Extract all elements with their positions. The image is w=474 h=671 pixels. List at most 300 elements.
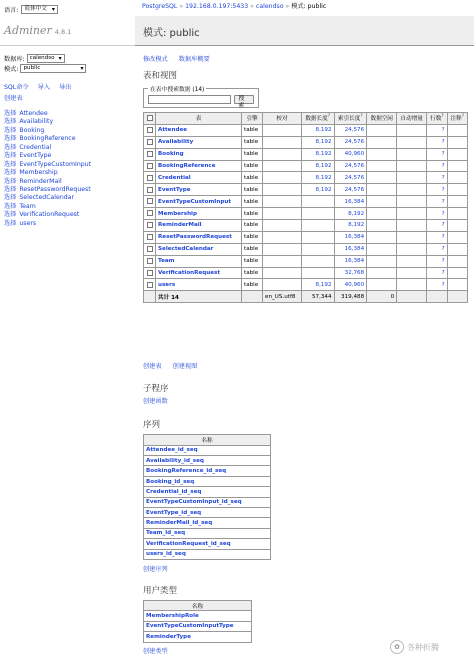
row-index-length[interactable]: 24,576 [334,124,367,136]
row-index-length[interactable]: 40,960 [334,279,367,291]
table-name-link[interactable]: Credential [158,174,191,181]
row-collation [263,124,302,136]
table-structure-link[interactable]: Membership [19,169,58,177]
row-comment [447,148,467,160]
row-data-free [367,160,397,172]
breadcrumb [135,0,474,12]
table-row [144,124,468,136]
row-comment [447,231,467,243]
row-data-length[interactable]: 8,192 [301,279,334,291]
row-rows[interactable]: ? [427,196,447,208]
row-table-name[interactable] [156,208,242,220]
row-collation [263,255,302,267]
row-engine: table [242,208,263,220]
language-bar [4,3,134,15]
table-row [144,172,468,184]
row-comment [447,267,467,279]
search-button[interactable]: 搜索 [234,95,254,104]
checkbox-icon[interactable] [147,139,153,145]
sequence-link[interactable]: EventType_id_seq [146,509,202,516]
row-table-name[interactable] [156,267,242,279]
sort-help-icon[interactable]: ? [461,114,465,120]
row-data-free [367,148,397,160]
total-label: 共计 14 [156,291,242,303]
row-checkbox[interactable] [144,160,156,172]
select-table-link[interactable]: 选择 [4,126,17,134]
row-table-name[interactable] [156,231,242,243]
row-rows[interactable]: ? [427,124,447,136]
row-engine: table [242,124,263,136]
row-collation [263,136,302,148]
page-title: 模式: public [135,16,474,46]
table-row [144,255,468,267]
sequence-link[interactable]: users_id_seq [146,551,186,558]
row-checkbox[interactable] [144,208,156,220]
breadcrumb-host[interactable]: 192.168.0.197:5433 [185,3,249,10]
row-table-name[interactable] [156,220,242,232]
create-function-link[interactable]: 创建函数 [143,398,168,406]
table-structure-link[interactable]: users [19,219,37,227]
watermark-text: 各种折腾 [407,642,439,652]
row-data-length[interactable]: 8,192 [301,148,334,160]
select-table-link[interactable]: 选择 [4,110,17,117]
row-table-name[interactable] [156,148,242,160]
table-structure-link[interactable]: ResetPasswordRequest [19,185,91,193]
row-index-length[interactable]: 24,576 [334,172,367,184]
row-auto-increment [397,208,427,220]
wechat-icon: ✿ [390,640,404,654]
select-table-link[interactable]: 选择 [4,202,17,210]
row-rows[interactable]: ? [427,148,447,160]
checkbox-icon[interactable] [147,222,153,228]
row-data-length[interactable] [301,267,334,279]
row-rows[interactable]: ? [427,184,447,196]
sort-help-icon[interactable]: ? [327,114,331,120]
sidebar-table-item [4,203,132,211]
sequence-link[interactable]: BookingReference_id_seq [146,468,227,475]
sidebar-table-item [4,161,132,169]
table-name-link[interactable]: ResetPasswordRequest [158,234,232,241]
row-checkbox[interactable] [144,184,156,196]
row-checkbox[interactable] [144,243,156,255]
row-auto-increment [397,196,427,208]
row-engine: table [242,231,263,243]
sequences-col-name: 名称 [144,435,271,445]
row-data-free [367,196,397,208]
select-table-link[interactable]: 选择 [4,118,17,126]
table-name-link[interactable]: Attendee [158,127,188,134]
user-types-table [143,600,252,643]
sidebar-table-item [4,211,132,219]
col-engine[interactable]: 引擎 [242,113,263,125]
row-comment [447,220,467,232]
row-data-length[interactable] [301,231,334,243]
table-structure-link[interactable]: SelectedCalendar [19,194,75,202]
row-data-length[interactable] [301,208,334,220]
row-auto-increment [397,255,427,267]
sequence-link[interactable]: VerificationRequest_id_seq [146,540,231,547]
row-auto-increment [397,160,427,172]
row-rows[interactable]: ? [427,208,447,220]
select-table-link[interactable]: 选择 [4,143,17,151]
col-data-free[interactable]: 数据空闲 [367,113,397,125]
row-data-free [367,172,397,184]
row-index-length[interactable]: 32,768 [334,267,367,279]
table-structure-link[interactable]: Attendee [19,110,48,117]
col-data-length-label[interactable]: 数据长度 [305,116,328,123]
row-auto-increment [397,124,427,136]
row-index-length[interactable]: 16,384 [334,243,367,255]
create-sequence-link[interactable]: 创建序列 [143,565,168,573]
col-index-length[interactable] [334,113,367,125]
total-collation: en_US.utf8 [263,291,302,303]
table-row [144,231,468,243]
row-collation [263,231,302,243]
schema-label: 模式: [4,65,19,73]
tables-table [143,112,468,303]
row-data-free [367,231,397,243]
row-data-length[interactable]: 8,192 [301,136,334,148]
col-table: 表 [156,113,242,125]
select-table-link[interactable]: 选择 [4,177,17,185]
sidebar-table-item [4,152,132,160]
checkbox-icon[interactable] [147,175,153,181]
select-table-link[interactable]: 选择 [4,211,17,219]
row-index-length[interactable]: 16,384 [334,231,367,243]
row-table-name[interactable] [156,172,242,184]
row-checkbox[interactable] [144,136,156,148]
checkbox-icon[interactable] [147,115,153,121]
row-index-length[interactable]: 24,576 [334,184,367,196]
row-data-length[interactable] [301,220,334,232]
row-index-length[interactable]: 24,576 [334,136,367,148]
table-name-link[interactable]: users [158,281,176,288]
checkbox-icon[interactable] [147,282,153,288]
row-auto-increment [397,231,427,243]
row-rows[interactable]: ? [427,243,447,255]
sidebar-table-item [4,169,132,177]
search-fieldset [143,84,259,108]
export-link[interactable]: 导出 [59,84,72,91]
breadcrumb-sep: » [179,3,184,10]
tables-views-heading: 表和视图 [143,71,178,81]
breadcrumb-sep: » [250,3,254,10]
row-data-free [367,255,397,267]
sequence-link[interactable]: Attendee_id_seq [146,447,198,454]
table-row [144,243,468,255]
col-auto-increment[interactable]: 自动增量 [397,113,427,125]
sort-help-icon[interactable]: ? [360,114,363,120]
row-rows[interactable]: ? [427,255,447,267]
row-auto-increment [397,220,427,232]
row-data-length[interactable] [301,196,334,208]
sequence-link[interactable]: Booking_id_seq [146,478,195,485]
create-type-link[interactable]: 创建类型 [143,647,168,655]
row-auto-increment [397,267,427,279]
row-collation [263,184,302,196]
row-table-name[interactable] [156,255,242,267]
schema-select[interactable]: public ▾ [20,64,86,73]
search-input[interactable] [148,95,231,104]
table-structure-link[interactable]: Credential [19,143,52,151]
sidebar-table-item [4,220,132,228]
table-row [144,148,468,160]
table-row [144,160,468,172]
row-rows[interactable]: ? [427,160,447,172]
sql-command-link[interactable]: SQL命令 [4,84,29,91]
select-table-link[interactable]: 选择 [4,160,17,168]
select-table-link[interactable]: 选择 [4,135,17,143]
row-table-name[interactable] [156,160,242,172]
table-name-link[interactable]: EventType [158,186,191,193]
table-row [144,184,468,196]
table-structure-link[interactable]: EventType [19,152,52,160]
row-data-length[interactable]: 8,192 [301,172,334,184]
select-table-link[interactable]: 选择 [4,169,17,177]
row-data-length[interactable]: 8,192 [301,124,334,136]
row-collation [263,196,302,208]
table-header-row [144,113,468,125]
checkbox-icon[interactable] [147,270,153,276]
row-data-length[interactable]: 8,192 [301,184,334,196]
checkbox-icon[interactable] [147,187,153,193]
checkbox-icon[interactable] [147,258,153,264]
row-auto-increment [397,279,427,291]
sidebar-table-item [4,178,132,186]
row-checkbox[interactable] [144,279,156,291]
table-row [144,267,468,279]
left-links [4,82,132,102]
main-content [143,54,468,655]
row-table-name[interactable] [156,196,242,208]
row-collation [263,279,302,291]
checkbox-icon[interactable] [147,127,153,133]
row-checkbox[interactable] [144,172,156,184]
sequence-link[interactable]: Credential_id_seq [146,488,202,495]
col-data-length[interactable] [301,113,334,125]
row-comment [447,196,467,208]
sequence-row [144,456,271,466]
db-overview-link[interactable]: 数据库概要 [178,56,210,63]
user-type-link[interactable]: ReminderType [146,633,191,640]
row-collation [263,267,302,279]
row-data-free [367,220,397,232]
db-selector [4,53,132,73]
sequence-row [144,518,271,528]
search-legend: 在表中搜索数据 (14) [150,87,205,93]
select-table-link[interactable]: 选择 [4,194,17,202]
row-comment [447,184,467,196]
row-checkbox[interactable] [144,220,156,232]
row-index-length[interactable]: 24,576 [334,160,367,172]
language-select[interactable]: 简体中文 ▾ [21,5,57,14]
sequence-row [144,539,271,549]
sequence-link[interactable]: EventTypeCustomInput_id_seq [146,499,242,506]
row-checkbox[interactable] [144,255,156,267]
row-data-free [367,124,397,136]
sequence-link[interactable]: Availability_id_seq [146,457,204,464]
table-structure-link[interactable]: BookingReference [19,135,76,143]
user-type-link[interactable]: EventTypeCustomInputType [146,623,234,630]
table-structure-link[interactable]: EventTypeCustomInput [19,160,92,168]
row-checkbox[interactable] [144,231,156,243]
table-row [144,208,468,220]
create-table-link-left[interactable]: 创建表 [4,95,23,102]
sequence-row [144,507,271,517]
row-table-name[interactable] [156,136,242,148]
table-structure-link[interactable]: Booking [19,126,45,134]
row-rows[interactable]: ? [427,279,447,291]
row-checkbox[interactable] [144,124,156,136]
sequence-row [144,476,271,486]
checkbox-icon[interactable] [147,210,153,216]
row-checkbox[interactable] [144,267,156,279]
row-engine: table [242,160,263,172]
sidebar-table-item [4,118,132,126]
language-label: 语言: [4,6,19,14]
row-comment [447,136,467,148]
table-row [144,196,468,208]
row-engine: table [242,220,263,232]
row-auto-increment [397,148,427,160]
user-type-link[interactable]: MembershipRole [146,613,199,620]
breadcrumb-sep: » [285,3,290,10]
app-logo[interactable] [0,17,135,46]
col-index-length-label[interactable]: 索引长度 [337,116,361,123]
row-index-length[interactable]: 8,192 [334,208,367,220]
checkbox-icon[interactable] [147,234,153,240]
create-view-link[interactable]: 创建视图 [172,363,198,371]
row-rows[interactable]: ? [427,220,447,232]
col-comment-label[interactable]: 注释 [450,116,462,123]
row-data-length[interactable]: 8,192 [301,160,334,172]
table-structure-link[interactable]: Availability [19,118,54,126]
row-data-free [367,208,397,220]
select-table-link[interactable]: 选择 [4,219,17,227]
col-collation[interactable]: 校对 [263,113,302,125]
breadcrumb-db[interactable]: calendso [255,3,284,10]
row-checkbox[interactable] [144,148,156,160]
create-table-link[interactable]: 创建表 [143,363,162,371]
db-label: 数据库: [4,55,25,63]
select-table-link[interactable]: 选择 [4,152,17,160]
row-comment [447,279,467,291]
table-name-link[interactable]: Availability [158,139,194,146]
table-name-link[interactable]: SelectedCalendar [158,246,214,253]
table-name-link[interactable]: Booking [158,151,184,158]
total-data-length: 57,344 [301,291,334,303]
import-link[interactable]: 导入 [37,84,50,91]
select-all-checkbox[interactable] [144,113,156,125]
row-data-free [367,243,397,255]
row-collation [263,208,302,220]
col-rows-label[interactable]: 行数 [430,116,442,123]
sidebar-table-item [4,135,132,143]
row-comment [447,160,467,172]
sequences-heading: 序列 [143,420,161,431]
sequence-link[interactable]: ReminderMail_id_seq [146,520,213,527]
row-data-length[interactable] [301,243,334,255]
alter-schema-link[interactable]: 修改模式 [143,56,168,63]
sort-help-icon[interactable]: ? [441,114,444,120]
row-index-length[interactable]: 8,192 [334,220,367,232]
table-structure-link[interactable]: ReminderMail [19,177,62,185]
row-rows[interactable]: ? [427,172,447,184]
user-type-row [144,611,252,621]
row-rows[interactable]: ? [427,231,447,243]
row-index-length[interactable]: 16,384 [334,196,367,208]
row-engine: table [242,243,263,255]
breadcrumb-current: 模式: public [291,3,327,10]
app-name[interactable]: Adminer [4,24,52,37]
row-collation [263,160,302,172]
user-type-row [144,632,252,642]
row-auto-increment [397,136,427,148]
breadcrumb-driver[interactable]: PostgreSQL [142,3,178,10]
table-name-link[interactable]: Membership [158,210,197,217]
row-comment [447,208,467,220]
sequence-link[interactable]: Team_id_seq [146,530,186,537]
table-structure-link[interactable]: VerificationRequest [19,211,80,219]
row-auto-increment [397,172,427,184]
db-select[interactable]: calendso ▾ [27,54,65,63]
sequence-row [144,549,271,559]
row-comment [447,124,467,136]
row-rows[interactable]: ? [427,267,447,279]
checkbox-icon[interactable] [147,163,153,169]
row-data-length[interactable] [301,255,334,267]
row-table-name[interactable] [156,243,242,255]
col-rows[interactable] [427,113,447,125]
row-index-length[interactable]: 40,960 [334,148,367,160]
sequence-row [144,487,271,497]
row-collation [263,220,302,232]
row-data-free [367,136,397,148]
table-row [144,279,468,291]
table-name-link[interactable]: EventTypeCustomInput [158,198,231,205]
select-table-link[interactable]: 选择 [4,185,17,193]
table-name-link[interactable]: BookingReference [158,163,216,169]
routines-heading: 子程序 [143,384,169,395]
checkbox-icon[interactable] [147,246,153,252]
row-checkbox[interactable] [144,196,156,208]
table-structure-link[interactable]: Team [19,202,36,210]
checkbox-icon[interactable] [147,151,153,157]
row-index-length[interactable]: 16,384 [334,255,367,267]
user-types-col-name: 名称 [144,600,252,610]
row-engine: table [242,255,263,267]
row-rows[interactable]: ? [427,136,447,148]
table-name-link[interactable]: VerificationRequest [158,270,221,277]
row-engine: table [242,279,263,291]
sequence-row [144,466,271,476]
checkbox-icon[interactable] [147,198,153,204]
sequence-row [144,497,271,507]
row-table-name[interactable] [156,184,242,196]
row-table-name[interactable] [156,124,242,136]
table-list [4,110,132,228]
row-collation [263,172,302,184]
row-table-name[interactable] [156,279,242,291]
col-comment[interactable] [447,113,467,125]
user-types-heading: 用户类型 [143,585,178,596]
row-comment [447,172,467,184]
table-name-link[interactable]: Team [158,258,175,265]
table-name-link[interactable]: ReminderMail [158,222,202,229]
row-auto-increment [397,243,427,255]
sequence-row [144,445,271,455]
row-engine: table [242,267,263,279]
